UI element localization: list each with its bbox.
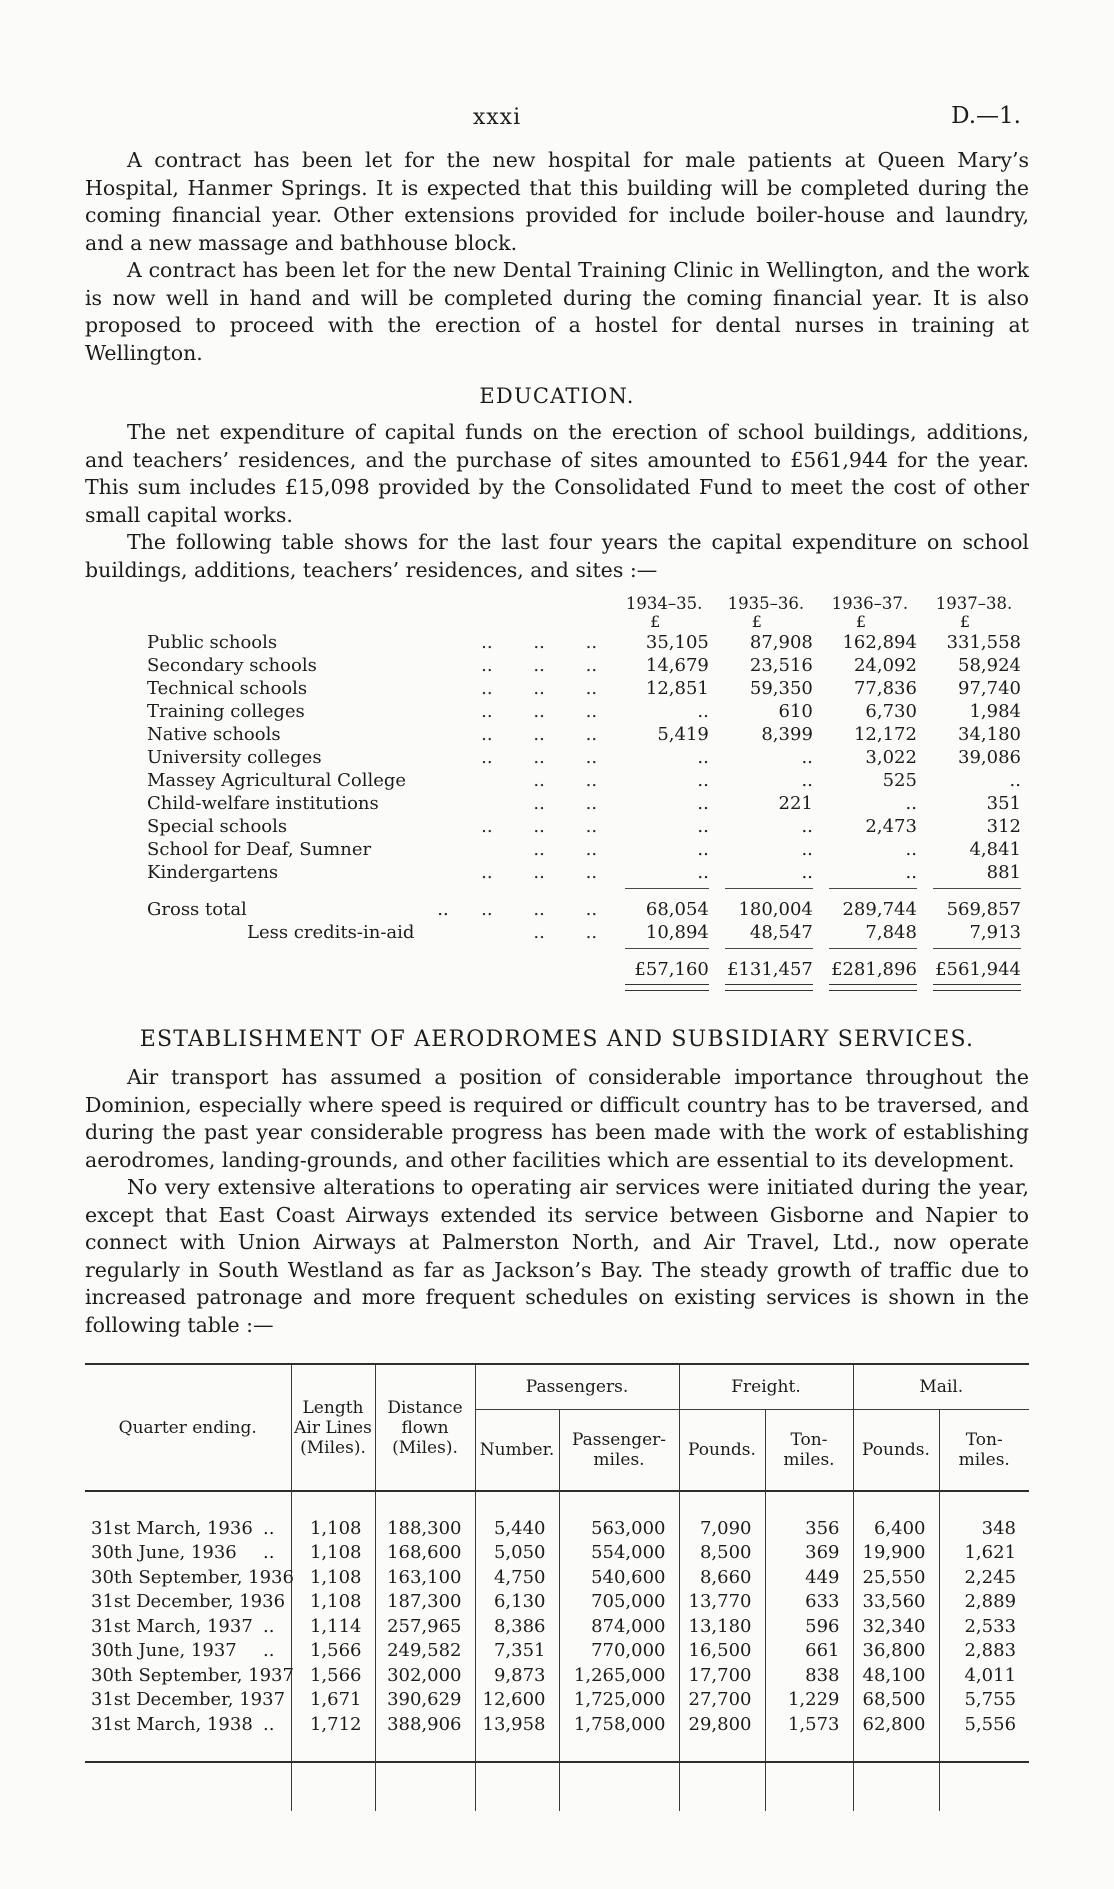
value-cell: 62,800 bbox=[853, 1712, 939, 1737]
leader-dots bbox=[461, 792, 513, 815]
rule-stub-row bbox=[85, 1762, 1029, 1811]
value-cell: 838 bbox=[765, 1663, 853, 1688]
double-rule bbox=[625, 984, 708, 991]
value-cell: 705,000 bbox=[559, 1590, 679, 1615]
value-cell: 881 bbox=[986, 862, 1021, 883]
value-cell: 33,560 bbox=[853, 1590, 939, 1615]
value-cell: .. bbox=[905, 862, 917, 883]
year-header-row bbox=[145, 594, 1029, 613]
value-cell: 2,889 bbox=[939, 1590, 1029, 1615]
value-cell: .. bbox=[697, 816, 709, 837]
value-cell: .. bbox=[697, 839, 709, 860]
document-reference: D.—1. bbox=[951, 103, 1021, 129]
pound-sign: £ bbox=[751, 612, 762, 631]
value-cell: 17,700 bbox=[679, 1663, 765, 1688]
quarter-label: 30th September, 1937 bbox=[91, 1664, 294, 1686]
column-rule bbox=[829, 948, 917, 950]
leader-dots: .. bbox=[585, 922, 598, 943]
group-header-passengers: Passengers. bbox=[475, 1364, 679, 1410]
value-cell: 13,180 bbox=[679, 1614, 765, 1639]
value-cell: 35,105 bbox=[645, 632, 709, 653]
leader-dots: .. bbox=[585, 899, 598, 920]
quarter-label: 31st December, 1937 bbox=[91, 1689, 286, 1711]
value-cell: 34,180 bbox=[958, 724, 1021, 745]
value-cell: 24,092 bbox=[853, 655, 917, 676]
paragraph-air-transport: Air transport has assumed a position of considerable importance throughout the Dominion, especially where speed is required or difficult country has to be traversed, and during the past year considerable progress has been made with the work of establishing aerodromes, landing-grounds, and other facilities which are essential to its development. bbox=[85, 1065, 1029, 1172]
value-cell: 554,000 bbox=[559, 1541, 679, 1566]
row-label: Special schools bbox=[147, 816, 288, 837]
value-cell: 163,100 bbox=[375, 1565, 475, 1590]
value-cell: 302,000 bbox=[375, 1663, 475, 1688]
value-cell: 16,500 bbox=[679, 1639, 765, 1664]
value-cell: 4,011 bbox=[939, 1663, 1029, 1688]
education-heading: EDUCATION. bbox=[479, 384, 635, 408]
row-label: Public schools bbox=[147, 632, 278, 653]
value-cell: 351 bbox=[986, 793, 1021, 814]
col-header-distance: Distance flown (Miles). bbox=[375, 1364, 475, 1491]
value-cell: .. bbox=[801, 747, 813, 768]
value-cell: 13,770 bbox=[679, 1590, 765, 1615]
value-cell: 1,114 bbox=[291, 1614, 375, 1639]
col-header-length: Length Air Lines (Miles). bbox=[291, 1364, 375, 1491]
value-cell: 356 bbox=[765, 1516, 853, 1541]
col-header-quarter: Quarter ending. bbox=[118, 1417, 257, 1438]
table-row bbox=[145, 723, 1029, 746]
value-cell: 39,086 bbox=[958, 747, 1021, 768]
paragraph-hospital: A contract has been let for the new hospital for male patients at Queen Mary’s Hospital, Hanmer Springs. It is expected that this building will be completed during the coming financial year. Other extensions provided for include boiler-house and laundry, and a new massage and bathhouse block. bbox=[85, 148, 1029, 255]
value-cell: 289,744 bbox=[842, 899, 917, 920]
value-cell: 87,908 bbox=[749, 632, 813, 653]
pound-sign: £ bbox=[855, 612, 866, 631]
value-cell: 1,265,000 bbox=[559, 1663, 679, 1688]
double-rule bbox=[829, 984, 917, 991]
table-row bbox=[145, 792, 1029, 815]
row-label: Technical schools bbox=[147, 678, 308, 699]
table-row bbox=[85, 1639, 1029, 1664]
leader-dots: .. bbox=[585, 793, 598, 814]
row-label: Kindergartens bbox=[147, 862, 279, 883]
col-header-mail-pounds: Pounds. bbox=[853, 1410, 939, 1492]
value-cell: 1,758,000 bbox=[559, 1712, 679, 1737]
value-cell: 8,500 bbox=[679, 1541, 765, 1566]
pound-header-row bbox=[145, 613, 1029, 631]
table-row bbox=[85, 1565, 1029, 1590]
quarter-label: 31st March, 1938 bbox=[91, 1713, 253, 1735]
leader-dots: .. bbox=[263, 1517, 275, 1539]
table-row bbox=[145, 769, 1029, 792]
column-rule bbox=[625, 948, 708, 950]
leader-dots: .. bbox=[533, 862, 545, 883]
leader-dots: .. bbox=[481, 899, 493, 920]
value-cell: 5,050 bbox=[475, 1541, 559, 1566]
double-rule bbox=[933, 984, 1021, 991]
value-cell: .. bbox=[697, 793, 709, 814]
leader-dots: .. bbox=[533, 747, 545, 768]
leader-dots: .. bbox=[585, 862, 598, 883]
leader-dots: .. bbox=[481, 701, 493, 722]
leader-dots bbox=[461, 838, 513, 861]
education-expenditure-table bbox=[145, 594, 1029, 991]
leader-dots: .. bbox=[481, 632, 493, 653]
value-cell: 1,108 bbox=[291, 1516, 375, 1541]
value-cell: 1,621 bbox=[939, 1541, 1029, 1566]
quarter-label: 31st March, 1937 bbox=[91, 1615, 253, 1637]
value-cell: 1,108 bbox=[291, 1565, 375, 1590]
double-rule-row bbox=[145, 981, 1029, 991]
pound-sign: £ bbox=[959, 612, 971, 631]
value-cell: .. bbox=[801, 839, 813, 860]
value-cell: 348 bbox=[939, 1516, 1029, 1541]
value-cell: 390,629 bbox=[375, 1688, 475, 1713]
table-row bbox=[145, 677, 1029, 700]
page-header bbox=[85, 103, 1029, 137]
column-rule bbox=[829, 888, 917, 890]
leader-dots: .. bbox=[585, 724, 598, 745]
value-cell: 610 bbox=[778, 701, 813, 722]
leader-dots: .. bbox=[533, 899, 545, 920]
paragraph-dental: A contract has been let for the new Dental Training Clinic in Wellington, and the work is now well in hand and will be completed during the coming financial year. It is also proposed to proceed with the erection of a hostel for dental nurses in training at Wellington. bbox=[85, 258, 1029, 365]
value-cell: 569,857 bbox=[946, 899, 1021, 920]
value-cell: 8,399 bbox=[761, 724, 813, 745]
value-cell: 1,229 bbox=[765, 1688, 853, 1713]
air-table-body bbox=[85, 1491, 1029, 1762]
value-cell: 1,984 bbox=[969, 701, 1021, 722]
leader-dots: .. bbox=[585, 839, 598, 860]
leader-dots: .. bbox=[585, 770, 598, 791]
value-cell: 162,894 bbox=[842, 632, 917, 653]
value-cell: 23,516 bbox=[749, 655, 813, 676]
value-cell: 58,924 bbox=[958, 655, 1021, 676]
value-cell: 633 bbox=[765, 1590, 853, 1615]
value-cell: 3,022 bbox=[865, 747, 917, 768]
net-total-cell: £561,944 bbox=[935, 959, 1021, 980]
year-header: 1936–37. bbox=[831, 594, 909, 613]
group-header-mail: Mail. bbox=[853, 1364, 1029, 1410]
leader-dots: .. bbox=[585, 701, 598, 722]
column-rule bbox=[625, 888, 708, 890]
value-cell: 68,500 bbox=[853, 1688, 939, 1713]
value-cell: 1,712 bbox=[291, 1712, 375, 1737]
value-cell: 12,851 bbox=[645, 678, 709, 699]
value-cell: 525 bbox=[882, 770, 917, 791]
col-header-passenger-miles: Passenger- miles. bbox=[559, 1410, 679, 1492]
quarter-label: 30th June, 1937 bbox=[91, 1640, 237, 1662]
leader-dots: .. bbox=[263, 1713, 275, 1735]
gross-total-row bbox=[145, 894, 1029, 921]
value-cell: 168,600 bbox=[375, 1541, 475, 1566]
value-cell: 19,900 bbox=[853, 1541, 939, 1566]
rule-row bbox=[145, 884, 1029, 894]
value-cell: 8,386 bbox=[475, 1614, 559, 1639]
value-cell: 4,750 bbox=[475, 1565, 559, 1590]
table-row bbox=[145, 861, 1029, 884]
value-cell: 5,556 bbox=[939, 1712, 1029, 1737]
pound-sign: £ bbox=[650, 612, 661, 631]
value-cell: 29,800 bbox=[679, 1712, 765, 1737]
row-label: Gross total bbox=[147, 899, 247, 920]
value-cell: .. bbox=[905, 839, 917, 860]
leader-dots: .. bbox=[533, 632, 545, 653]
value-cell: 27,700 bbox=[679, 1688, 765, 1713]
quarter-label: 30th June, 1936 bbox=[91, 1542, 237, 1564]
leader-dots: .. bbox=[533, 701, 545, 722]
value-cell: 874,000 bbox=[559, 1614, 679, 1639]
value-cell: 540,600 bbox=[559, 1565, 679, 1590]
value-cell: 661 bbox=[765, 1639, 853, 1664]
leader-dots: .. bbox=[263, 1542, 275, 1564]
value-cell: 68,054 bbox=[645, 899, 709, 920]
value-cell: .. bbox=[801, 862, 813, 883]
net-total-cell: £131,457 bbox=[727, 959, 813, 980]
value-cell: 6,400 bbox=[853, 1516, 939, 1541]
leader-dots: .. bbox=[437, 899, 449, 920]
value-cell: .. bbox=[697, 862, 709, 883]
rule-row bbox=[145, 944, 1029, 954]
row-label: Native schools bbox=[147, 724, 281, 745]
leader-dots: .. bbox=[585, 678, 598, 699]
value-cell: 249,582 bbox=[375, 1639, 475, 1664]
value-cell: 312 bbox=[986, 816, 1021, 837]
col-header-mail-ton-miles: Ton-miles. bbox=[939, 1410, 1029, 1492]
value-cell: 14,679 bbox=[645, 655, 709, 676]
value-cell: 48,100 bbox=[853, 1663, 939, 1688]
leader-dots: .. bbox=[481, 747, 493, 768]
leader-dots: .. bbox=[481, 862, 493, 883]
value-cell: 5,755 bbox=[939, 1688, 1029, 1713]
spacer-row bbox=[85, 1491, 1029, 1516]
leader-dots: .. bbox=[533, 655, 545, 676]
row-label: Training colleges bbox=[147, 701, 305, 722]
value-cell: .. bbox=[801, 816, 813, 837]
table-row bbox=[85, 1688, 1029, 1713]
value-cell: 369 bbox=[765, 1541, 853, 1566]
net-total-cell: £57,160 bbox=[634, 959, 709, 980]
column-rule bbox=[725, 948, 813, 950]
table-row bbox=[145, 815, 1029, 838]
col-header-number: Number. bbox=[475, 1410, 559, 1492]
value-cell: 7,848 bbox=[865, 922, 917, 943]
value-cell: 2,883 bbox=[939, 1639, 1029, 1664]
value-cell: 10,894 bbox=[645, 922, 709, 943]
value-cell: 221 bbox=[778, 793, 813, 814]
value-cell: 1,671 bbox=[291, 1688, 375, 1713]
page-number: xxxi bbox=[472, 105, 522, 130]
value-cell: .. bbox=[801, 770, 813, 791]
value-cell: 77,836 bbox=[853, 678, 917, 699]
value-cell: 563,000 bbox=[559, 1516, 679, 1541]
value-cell: .. bbox=[1009, 770, 1021, 791]
leader-dots: .. bbox=[481, 724, 493, 745]
value-cell: 1,725,000 bbox=[559, 1688, 679, 1713]
value-cell: 12,172 bbox=[853, 724, 917, 745]
value-cell: 6,730 bbox=[865, 701, 917, 722]
leader-dots: .. bbox=[585, 655, 598, 676]
col-header-freight-ton-miles: Ton-miles. bbox=[765, 1410, 853, 1492]
leader-dots: .. bbox=[533, 678, 545, 699]
paragraph-air-services: No very extensive alterations to operating air services were initiated during the year, except that East Coast Airways extended its service between Gisborne and Napier to connect with Union Airways at Palmerston North, and Air Travel, Ltd., now operate regularly in South Westland as far as Jackson’s Bay. The steady growth of traffic due to increased patronage and more frequent schedules on existing services is shown in the following table :— bbox=[85, 1175, 1029, 1337]
year-header: 1934–35. bbox=[625, 594, 703, 613]
value-cell: 331,558 bbox=[946, 632, 1021, 653]
value-cell: 8,660 bbox=[679, 1565, 765, 1590]
value-cell: 6,130 bbox=[475, 1590, 559, 1615]
value-cell: 1,108 bbox=[291, 1590, 375, 1615]
row-label: Child-welfare institutions bbox=[147, 793, 379, 814]
table-row bbox=[145, 631, 1029, 654]
quarter-label: 30th September, 1936 bbox=[91, 1566, 294, 1588]
value-cell: 388,906 bbox=[375, 1712, 475, 1737]
value-cell: .. bbox=[697, 701, 709, 722]
value-cell: .. bbox=[905, 793, 917, 814]
group-header-freight: Freight. bbox=[679, 1364, 853, 1410]
air-table-footer-stub bbox=[85, 1762, 1029, 1811]
leader-dots: .. bbox=[263, 1640, 275, 1662]
value-cell: 257,965 bbox=[375, 1614, 475, 1639]
leader-dots: .. bbox=[585, 816, 598, 837]
leader-dots: .. bbox=[585, 747, 598, 768]
table-row bbox=[85, 1516, 1029, 1541]
spacer-row bbox=[85, 1737, 1029, 1762]
row-label: Massey Agricultural College bbox=[147, 770, 407, 791]
value-cell: 59,350 bbox=[749, 678, 813, 699]
value-cell: 7,090 bbox=[679, 1516, 765, 1541]
year-header: 1937–38. bbox=[935, 594, 1013, 613]
value-cell: 7,913 bbox=[969, 922, 1021, 943]
double-rule bbox=[725, 984, 813, 991]
value-cell: 2,473 bbox=[865, 816, 917, 837]
value-cell: .. bbox=[697, 747, 709, 768]
paragraph-education-table-intro: The following table shows for the last four years the capital expenditure on school buildings, additions, teachers’ residences, and sites :— bbox=[85, 530, 1029, 582]
paragraph-education-expenditure: The net expenditure of capital funds on the erection of school buildings, additions, and teachers’ residences, and the purchase of sites amounted to £561,944 for the year. This sum includes £15,098 provided by the Consolidated Fund to meet the cost of other small capital works. bbox=[85, 420, 1029, 527]
value-cell: 2,533 bbox=[939, 1614, 1029, 1639]
net-total-cell: £281,896 bbox=[831, 959, 917, 980]
air-table-header bbox=[85, 1364, 1029, 1491]
row-label: School for Deaf, Sumner bbox=[147, 839, 372, 860]
table-row bbox=[145, 746, 1029, 769]
value-cell: 9,873 bbox=[475, 1663, 559, 1688]
value-cell: 36,800 bbox=[853, 1639, 939, 1664]
leader-dots: .. bbox=[533, 922, 545, 943]
leader-dots: .. bbox=[263, 1615, 275, 1637]
value-cell: 180,004 bbox=[738, 899, 813, 920]
table-row bbox=[85, 1541, 1029, 1566]
less-credits-row bbox=[145, 921, 1029, 944]
value-cell: 187,300 bbox=[375, 1590, 475, 1615]
value-cell: 1,566 bbox=[291, 1663, 375, 1688]
value-cell: 596 bbox=[765, 1614, 853, 1639]
column-rule bbox=[933, 948, 1021, 950]
value-cell: 5,419 bbox=[657, 724, 709, 745]
leader-dots: .. bbox=[481, 678, 493, 699]
value-cell: 1,566 bbox=[291, 1639, 375, 1664]
leader-dots: .. bbox=[481, 655, 493, 676]
value-cell: 1,108 bbox=[291, 1541, 375, 1566]
table-row bbox=[145, 700, 1029, 723]
col-header-freight-pounds: Pounds. bbox=[679, 1410, 765, 1492]
table-row bbox=[145, 838, 1029, 861]
table-row bbox=[85, 1590, 1029, 1615]
aerodromes-heading: ESTABLISHMENT OF AERODROMES AND SUBSIDIARY SERVICES. bbox=[139, 1027, 975, 1052]
value-cell: 2,245 bbox=[939, 1565, 1029, 1590]
column-rule bbox=[933, 888, 1021, 890]
quarter-label: 31st March, 1936 bbox=[91, 1517, 253, 1539]
table-row bbox=[85, 1614, 1029, 1639]
row-label: University colleges bbox=[147, 747, 322, 768]
value-cell: 12,600 bbox=[475, 1688, 559, 1713]
leader-dots: .. bbox=[533, 724, 545, 745]
value-cell: 770,000 bbox=[559, 1639, 679, 1664]
table-row bbox=[145, 654, 1029, 677]
net-total-row bbox=[145, 954, 1029, 981]
leader-dots bbox=[461, 769, 513, 792]
leader-dots: .. bbox=[533, 793, 545, 814]
leader-dots: .. bbox=[481, 816, 493, 837]
air-services-table bbox=[85, 1363, 1029, 1811]
value-cell: 97,740 bbox=[958, 678, 1021, 699]
value-cell: 449 bbox=[765, 1565, 853, 1590]
table-row bbox=[85, 1712, 1029, 1737]
leader-dots: .. bbox=[533, 770, 545, 791]
table-row bbox=[85, 1663, 1029, 1688]
value-cell: 4,841 bbox=[969, 839, 1021, 860]
column-rule bbox=[725, 888, 813, 890]
value-cell: 13,958 bbox=[475, 1712, 559, 1737]
value-cell: 188,300 bbox=[375, 1516, 475, 1541]
value-cell: 48,547 bbox=[749, 922, 813, 943]
row-label: Less credits-in-aid bbox=[247, 922, 415, 943]
year-header: 1935–36. bbox=[727, 594, 805, 613]
row-label: Secondary schools bbox=[147, 655, 317, 676]
value-cell: 25,550 bbox=[853, 1565, 939, 1590]
value-cell: 5,440 bbox=[475, 1516, 559, 1541]
value-cell: 7,351 bbox=[475, 1639, 559, 1664]
value-cell: 32,340 bbox=[853, 1614, 939, 1639]
leader-dots: .. bbox=[533, 839, 545, 860]
value-cell: .. bbox=[697, 770, 709, 791]
leader-dots: .. bbox=[533, 816, 545, 837]
quarter-label: 31st December, 1936 bbox=[91, 1591, 286, 1613]
leader-dots: .. bbox=[585, 632, 598, 653]
value-cell: 1,573 bbox=[765, 1712, 853, 1737]
